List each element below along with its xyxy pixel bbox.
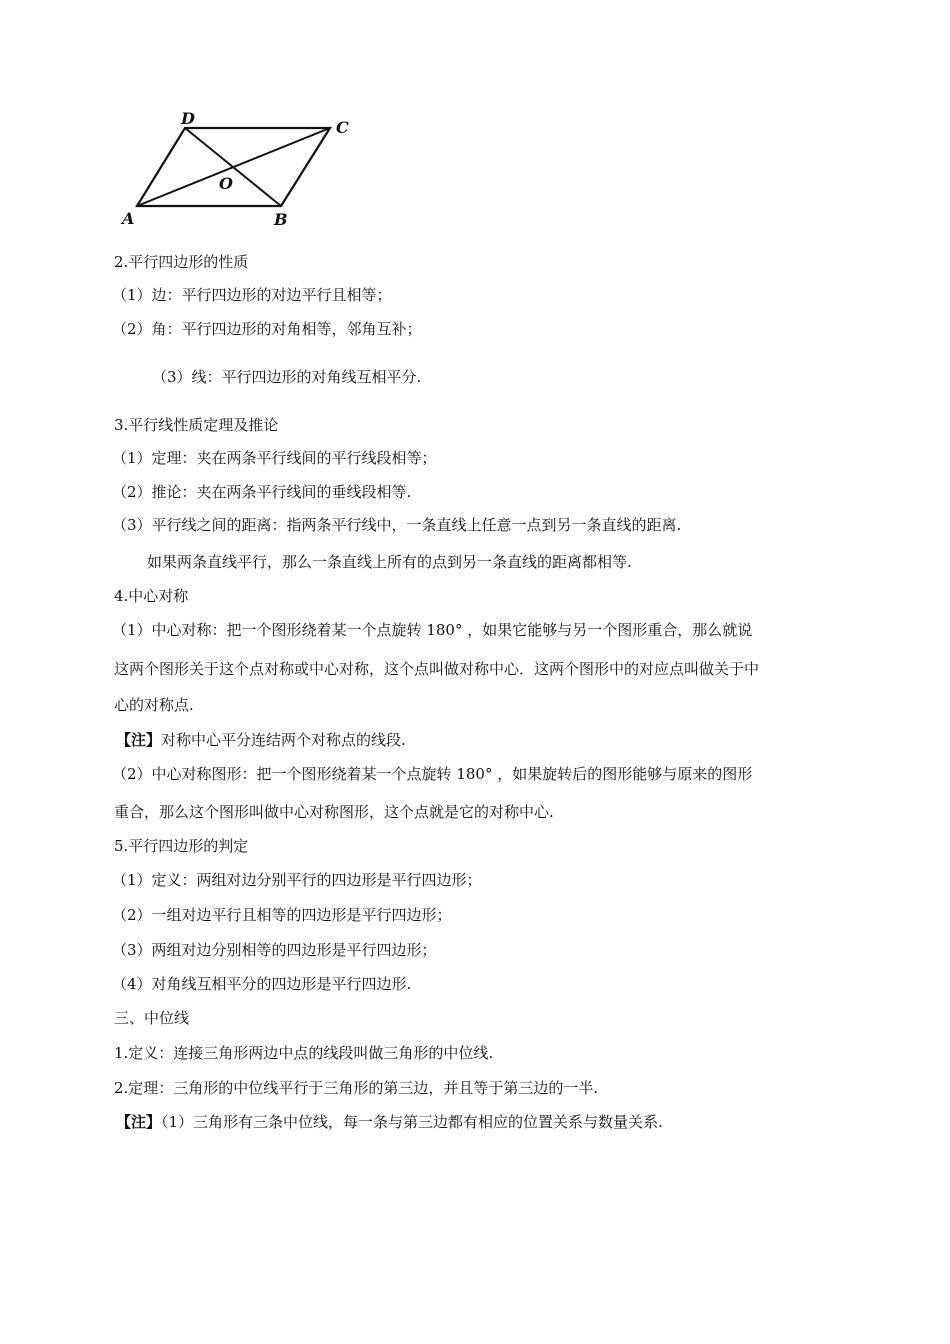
midline-note [116, 1112, 663, 1132]
label-b: B [274, 210, 288, 229]
label-o: O [219, 174, 233, 193]
note-text: 对称中心平分连结两个对称点的线段. [161, 731, 406, 749]
central-symmetry-line-1: （1）中心对称：把一个图形绕着某一个点旋转 180° ，如果它能够与另一个图形重合，那么就说 [112, 621, 753, 639]
parallel-distance: （3）平行线之间的距离：指两条平行线中，一条直线上任意一点到另一条直线的距离. [112, 516, 682, 534]
central-symmetry-note [116, 730, 406, 750]
property-sides: （1）边：平行四边形的对边平行且相等； [112, 286, 392, 304]
parallel-corollary: （2）推论：夹在两条平行线间的垂线段相等. [112, 483, 412, 501]
parallel-distance-note: 如果两条直线平行，那么一条直线上所有的点到另一条直线的距离都相等. [147, 553, 632, 571]
criterion-1: （1）定义：两组对边分别平行的四边形是平行四边形； [112, 871, 482, 889]
central-figure-line-1: （2）中心对称图形：把一个图形绕着某一个点旋转 180° ，如果旋转后的图形能够与原来的图形 [112, 765, 753, 783]
parallelogram-figure [115, 108, 365, 230]
section-heading-properties: 2.平行四边形的性质 [114, 253, 249, 271]
section-heading-criteria: 5.平行四边形的判定 [114, 837, 249, 855]
note-tag: 【注】 [116, 731, 162, 749]
parallelogram-diagram [115, 108, 365, 230]
criterion-4: （4）对角线互相平分的四边形是平行四边形. [112, 975, 412, 993]
criterion-3: （3）两组对边分别相等的四边形是平行四边形； [112, 941, 437, 959]
label-d: D [181, 109, 195, 128]
central-figure-line-2: 重合，那么这个图形叫做中心对称图形，这个点就是它的对称中心. [114, 803, 554, 821]
note-text: （1）三角形有三条中位线，每一条与第三边都有相应的位置关系与数量关系. [161, 1113, 663, 1131]
criterion-2: （2）一组对边平行且相等的四边形是平行四边形； [112, 906, 452, 924]
property-diagonals: （3）线：平行四边形的对角线互相平分. [152, 368, 422, 386]
label-c: C [336, 118, 349, 137]
midline-theorem: 2.定理：三角形的中位线平行于三角形的第三边，并且等于第三边的一半. [114, 1079, 599, 1097]
central-symmetry-line-3: 心的对称点. [114, 696, 194, 714]
section-heading-central-symmetry: 4.中心对称 [114, 587, 189, 605]
label-a: A [122, 209, 135, 228]
section-heading-midline: 三、中位线 [114, 1009, 190, 1027]
section-heading-parallel-lines: 3.平行线性质定理及推论 [114, 416, 279, 434]
midline-definition: 1.定义：连接三角形两边中点的线段叫做三角形的中位线. [114, 1044, 494, 1062]
note-tag: 【注】 [116, 1113, 162, 1131]
property-angles: （2）角：平行四边形的对角相等，邻角互补； [112, 320, 422, 338]
parallel-theorem: （1）定理：夹在两条平行线间的平行线段相等； [112, 449, 437, 467]
diagonal-bd [185, 128, 281, 206]
central-symmetry-line-2: 这两个图形关于这个点对称或中心对称，这个点叫做对称中心．这两个图形中的对应点叫做关于中 [114, 660, 760, 678]
